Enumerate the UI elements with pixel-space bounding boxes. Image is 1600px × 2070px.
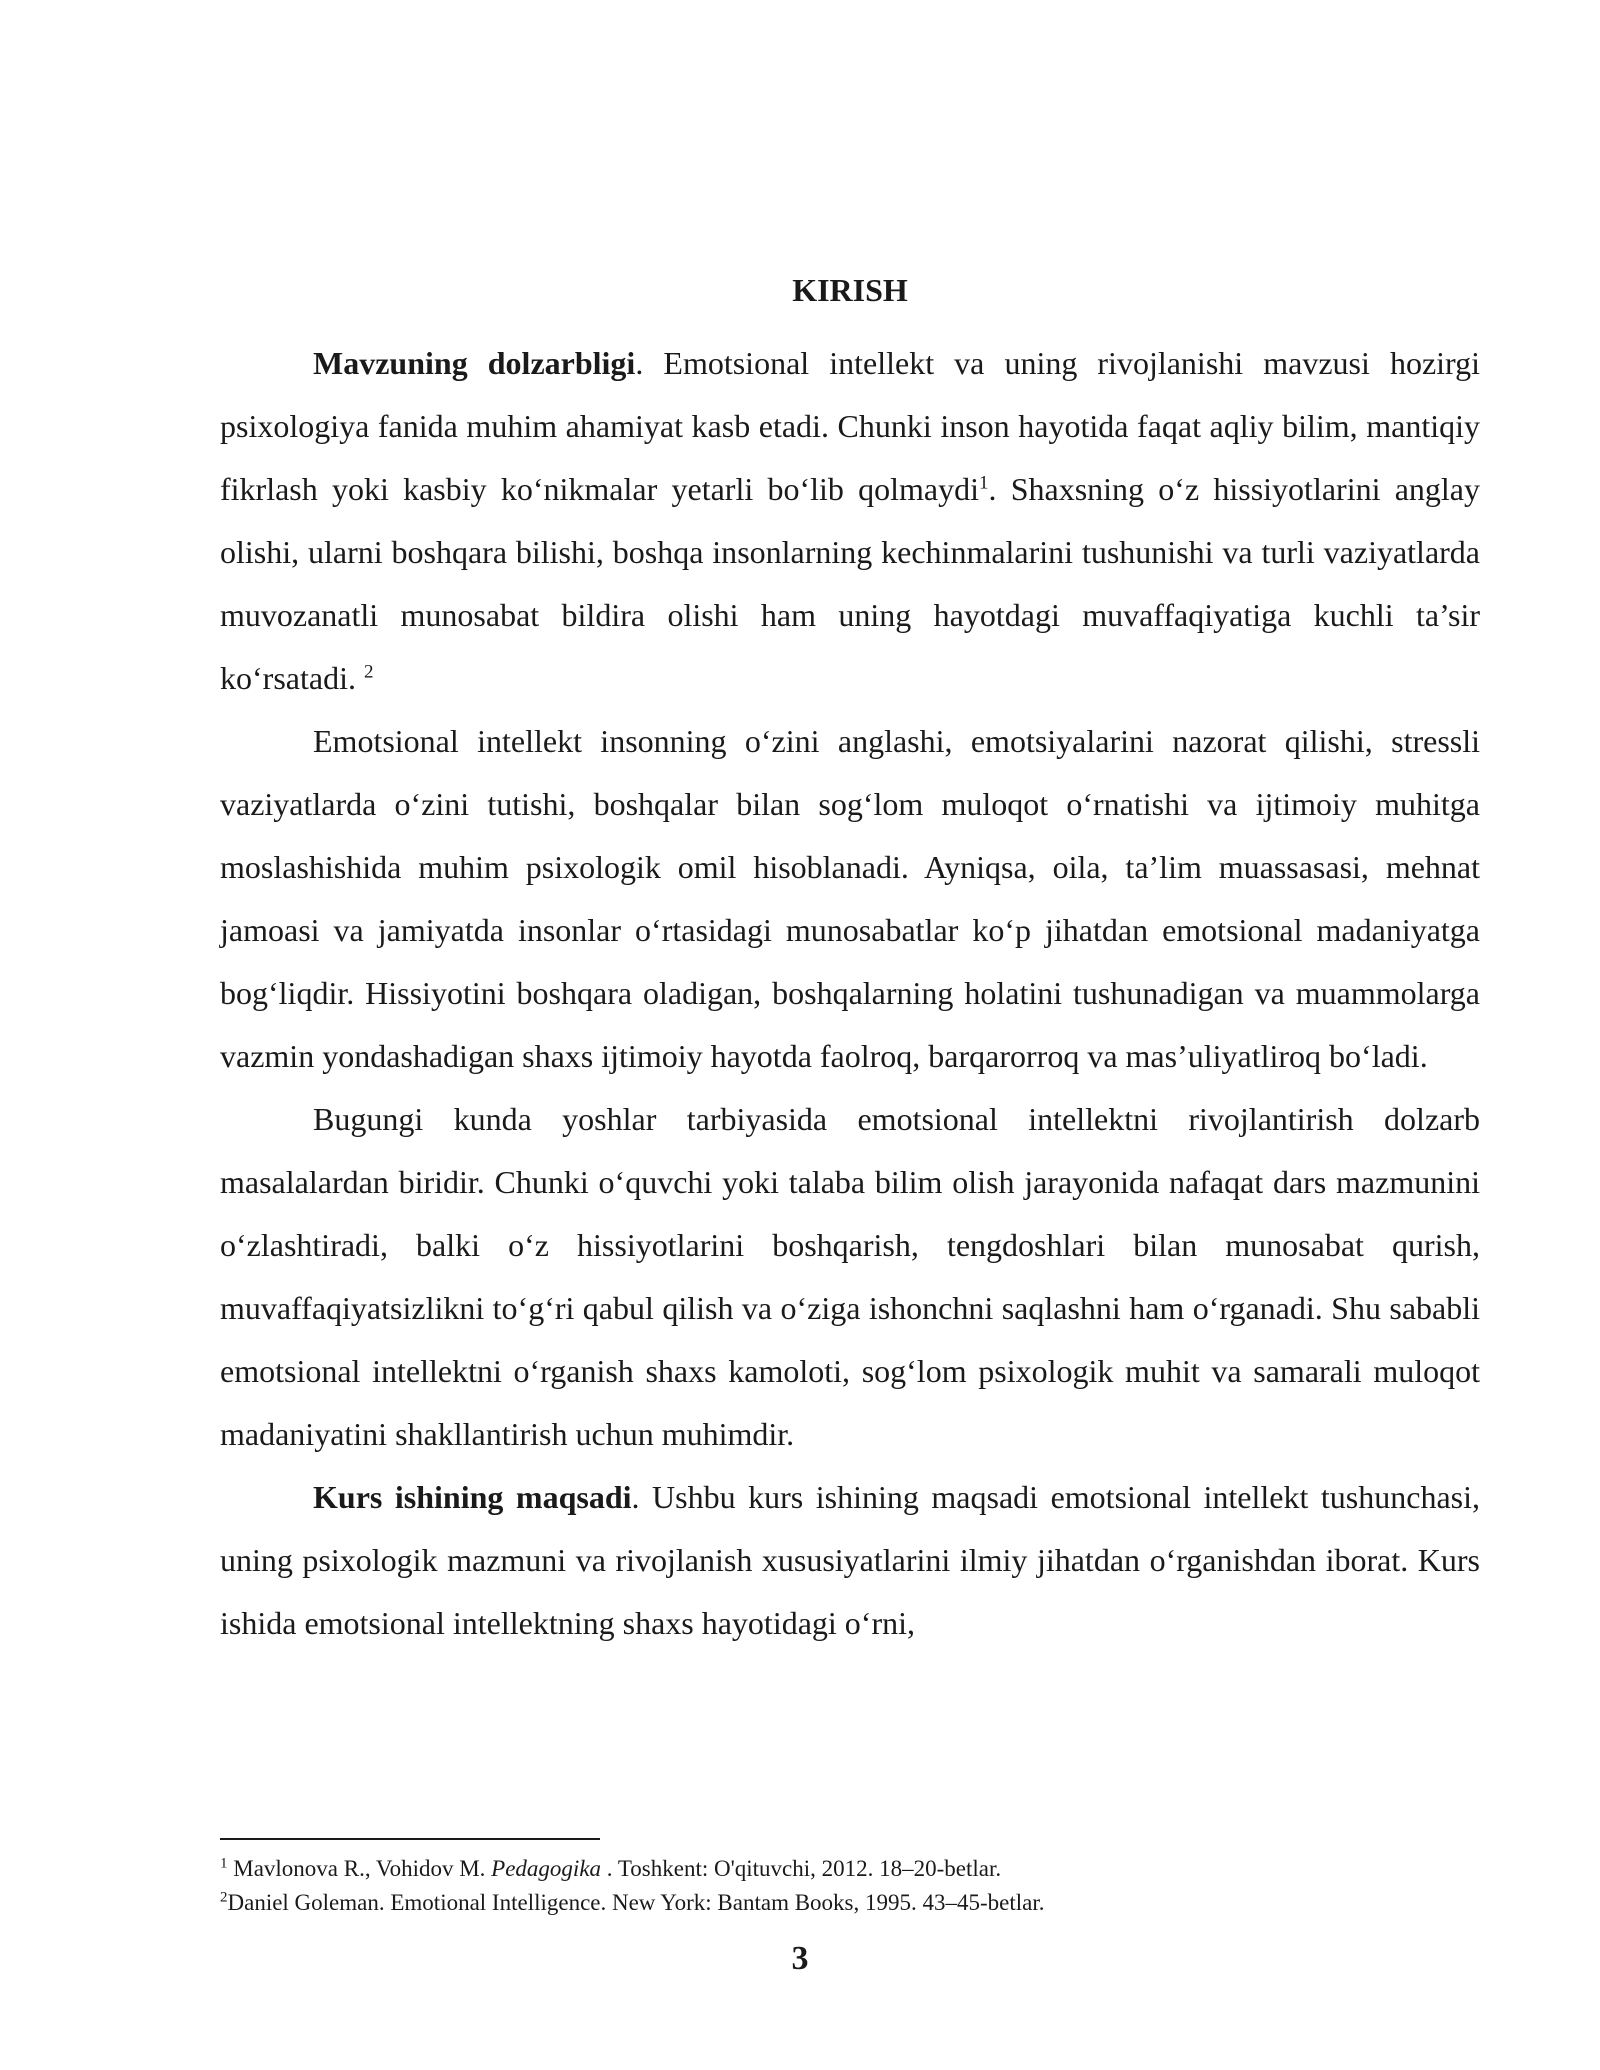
paragraph-body: Bugungi kunda yoshlar tarbiyasida emotsional intellektni rivojlantirish dolzarb masalalardan biridir. Chunki o‘quvchi yoki talaba bilim olish jarayonida nafaqat dars mazmunini o‘zlashtiradi, balki o‘z hissiyotlarini boshqarish, tengdoshlari bilan munosabat qurish, muvaffaqiyatsizlikni to‘g‘ri qabul qilish va o‘ziga ishonchni saqlashni ham o‘rganadi. Shu sababli emotsional intellektni o‘rganish shaxs kamoloti, sog‘lom psixologik muhit va samarali muloqot madaniyatini shakllantirish uchun muhimdir.: [220, 1101, 1480, 1452]
footnotes: [220, 1852, 1480, 1920]
page-number: 3: [791, 1940, 809, 1977]
paragraph-text: . Emotsional intellekt va uning rivojlanishi mavzusi hozirgi psixologiya fanida muhim ahamiyat kasb etadi. Chunki inson hayotida faqat aqliy bilim, mantiqiy fikrlash yoki kasbiy ko‘nikmalar yetarli bo‘lib qolmaydi: [220, 345, 1481, 507]
footnote-number: 2: [220, 1889, 228, 1906]
footnote-ref[interactable]: 2: [363, 661, 374, 683]
footnote-item: [220, 1886, 1480, 1920]
paragraph-text: . Ushbu kurs ishining maqsadi emotsional intellekt tushunchasi, uning psixologik mazmuni va rivojlanish xususiyatlarini ilmiy jihatdan o‘rganishdan iborat. Kurs ishida emotsional intellektning shaxs hayotidagi o‘rni,: [220, 1479, 1481, 1641]
paragraph-lead: Kurs ishining maqsadi: [313, 1479, 632, 1515]
footnote-text: . Toshkent: O'qituvchi, 2012. 18–20-betlar.: [601, 1856, 1002, 1881]
document-body: [220, 270, 1480, 1655]
paragraph-body: Emotsional intellekt insonning o‘zini anglashi, emotsiyalarini nazorat qilishi, stressli vaziyatlarda o‘zini tutishi, boshqalar bilan sog‘lom muloqot o‘rnatishi va ijtimoiy muhitga moslashishida muhim psixologik omil hisoblanadi. Ayniqsa, oila, ta’lim muassasasi, mehnat jamoasi va jamiyatda insonlar o‘rtasidagi munosabatlar ko‘p jihatdan emotsional madaniyatga bog‘liqdir. Hissiyotini boshqara oladigan, boshqalarning holatini tushunadigan va muammolarga vazmin yondashadigan shaxs ijtimoiy hayotda faolroq, barqarorroq va mas’uliyatliroq bo‘ladi.: [220, 723, 1480, 1074]
paragraph-text: . Shaxsning o‘z hissiyotlarini anglay olishi, ularni boshqara bilishi, boshqa insonlarning kechinmalarini tushunishi va turli vaziyatlarda muvozanatli munosabat bildira olishi ham uning hayotdagi muvaffaqiyatiga kuchli ta’sir ko‘rsatadi.: [220, 471, 1480, 696]
footnote-text: Daniel Goleman. Emotional Intelligence. New York: Bantam Books, 1995. 43–45-betlar.: [227, 1890, 1045, 1915]
paragraph-lead: Mavzuning dolzarbligi: [313, 345, 636, 381]
footnote-separator: [220, 1838, 600, 1840]
paragraph-relevance: [220, 332, 1480, 710]
section-heading: KIRISH: [792, 272, 908, 308]
footnote-ref[interactable]: 1: [978, 472, 989, 494]
footnote-book-title: Pedagogika: [491, 1856, 602, 1881]
paragraph-goal: [220, 1466, 1480, 1655]
footnote-item: [220, 1852, 1480, 1886]
footnote-number: 1: [220, 1855, 228, 1872]
footnote-text: Mavlonova R., Vohidov M.: [227, 1856, 492, 1881]
